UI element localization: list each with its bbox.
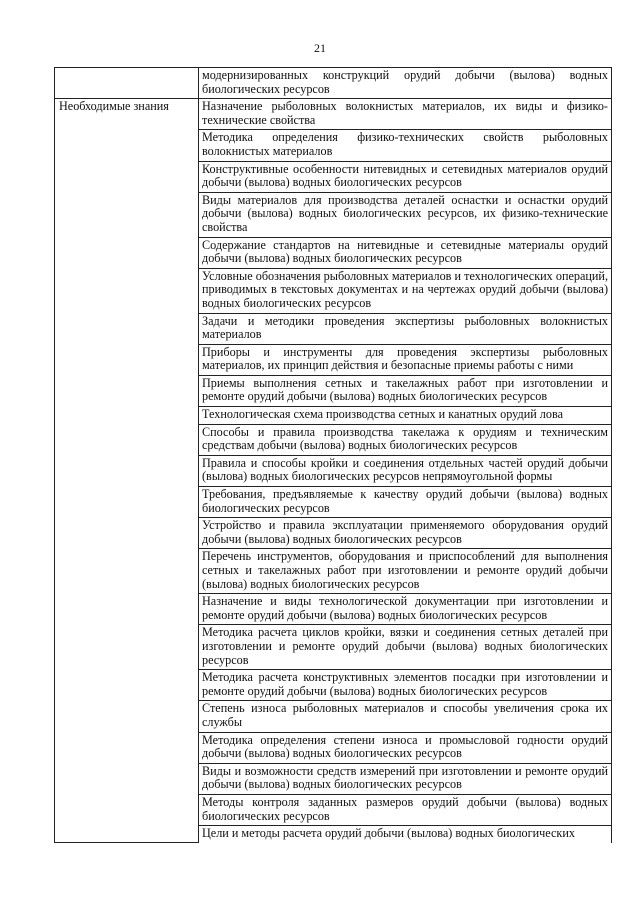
knowledge-item: Цели и методы расчета орудий добычи (вылова) водных биологических (199, 826, 612, 843)
knowledge-item: Виды и возможности средств измерений при изготовлении и ремонте орудий добычи (вылова) водных биологических ресурсов (199, 763, 612, 794)
knowledge-item: Требования, предъявляемые к качеству орудий добычи (вылова) водных биологических ресурсов (199, 487, 612, 518)
knowledge-item: Методика расчета конструктивных элементов посадки при изготовлении и ремонте орудий добычи (вылова) водных биологических ресурсов (199, 670, 612, 701)
knowledge-item: Методика определения физико-технических свойств рыболовных волокнистых материалов (199, 130, 612, 161)
knowledge-item: Задачи и методики проведения экспертизы рыболовных волокнистых материалов (199, 313, 612, 344)
knowledge-item: Виды материалов для производства деталей оснастки и оснастки орудий добычи (вылова) водных биологических ресурсов, их физико-технические свойства (199, 192, 612, 237)
knowledge-item: Условные обозначения рыболовных материалов и технологических операций, приводимых в текстовых документах и на чертежах орудий добычи (вылова) водных биологических ресурсов (199, 268, 612, 313)
knowledge-item: Правила и способы кройки и соединения отдельных частей орудий добычи (вылова) водных биологических ресурсов непрямоугольной формы (199, 455, 612, 486)
row-label-empty (55, 68, 199, 99)
knowledge-item: Приемы выполнения сетных и такелажных работ при изготовлении и ремонте орудий добычи (вылова) водных биологических ресурсов (199, 375, 612, 406)
knowledge-item: Способы и правила производства такелажа к орудиям и техническим средствам добычи (вылова) водных биологических ресурсов (199, 424, 612, 455)
knowledge-item: Методы контроля заданных размеров орудий добычи (вылова) водных биологических ресурсов (199, 794, 612, 825)
table-row-continued (55, 68, 612, 99)
page-number: 21 (314, 41, 326, 55)
row-text: модернизированных конструкций орудий добычи (вылова) водных биологических ресурсов (199, 68, 612, 99)
knowledge-item: Методика определения степени износа и промысловой годности орудий добычи (вылова) водных биологических ресурсов (199, 732, 612, 763)
knowledge-item: Назначение и виды технологической документации при изготовлении и ремонте орудий добычи (вылова) водных биологических ресурсов (199, 594, 612, 625)
knowledge-item: Технологическая схема производства сетных и канатных орудий лова (199, 407, 612, 425)
knowledge-item: Перечень инструментов, оборудования и приспособлений для выполнения сетных и такелажных работ при изготовлении и ремонте орудий добычи (вылова) водных биологических ресурсов (199, 549, 612, 594)
knowledge-item: Конструктивные особенности нитевидных и сетевидных материалов орудий добычи (вылова) водных биологических ресурсов (199, 161, 612, 192)
knowledge-item: Назначение рыболовных волокнистых материалов, их виды и физико-технические свойства (199, 99, 612, 130)
knowledge-item: Методика расчета циклов кройки, вязки и соединения сетных деталей при изготовлении и ремонте орудий добычи (вылова) водных биологических ресурсов (199, 625, 612, 670)
table-row (55, 99, 612, 130)
knowledge-item: Устройство и правила эксплуатации применяемого оборудования орудий добычи (вылова) водных биологических ресурсов (199, 518, 612, 549)
knowledge-item: Приборы и инструменты для проведения экспертизы рыболовных материалов, их принцип действия и безопасные приемы работы с ними (199, 344, 612, 375)
knowledge-table (54, 67, 612, 843)
table-body (55, 68, 612, 843)
section-label: Необходимые знания (55, 99, 199, 843)
knowledge-item: Содержание стандартов на нитевидные и сетевидные материалы орудий добычи (вылова) водных биологических ресурсов (199, 237, 612, 268)
knowledge-item: Степень износа рыболовных материалов и способы увеличения срока их службы (199, 701, 612, 732)
